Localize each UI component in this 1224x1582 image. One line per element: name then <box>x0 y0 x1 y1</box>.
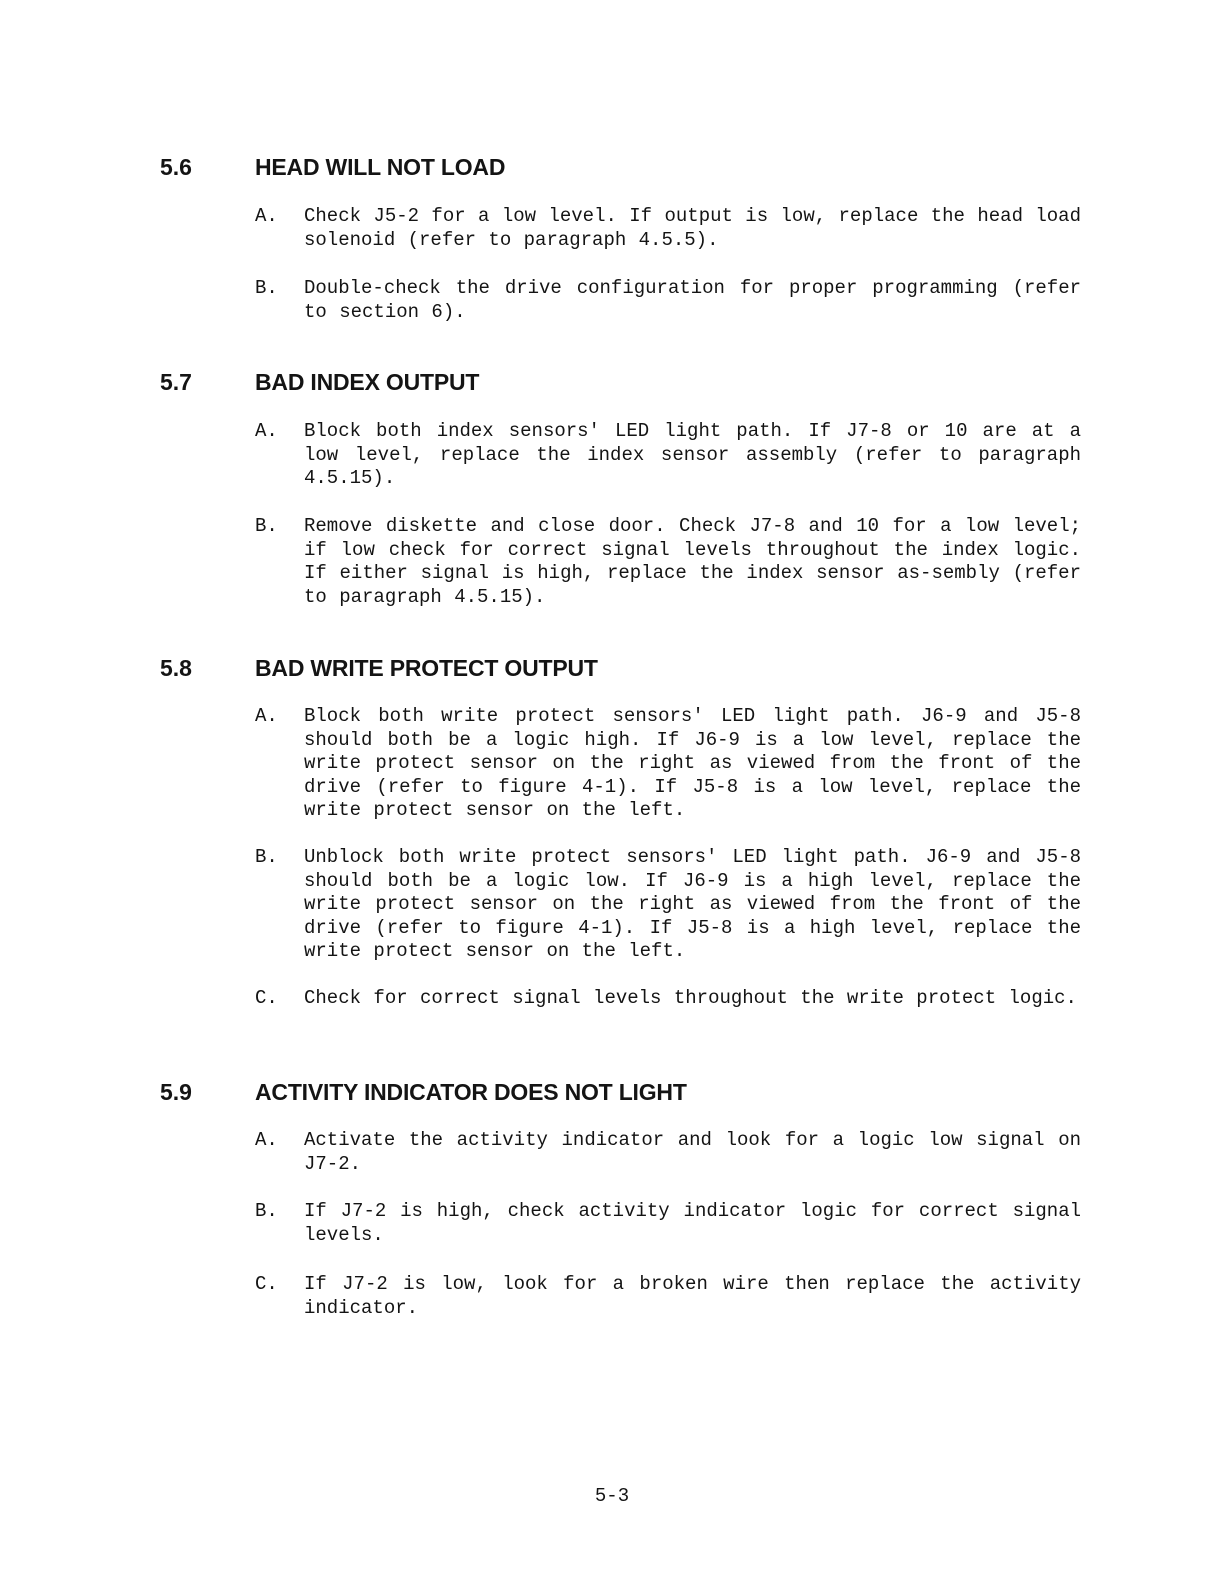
item-text: Check for correct signal levels throughout the write protect logic. <box>304 987 1077 1009</box>
section-title: BAD INDEX OUTPUT <box>255 369 480 395</box>
item-text: Check J5-2 for a low level. If output is low, replace the head load solenoid (refer to paragraph 4.5.5). <box>304 205 1081 251</box>
section-title: BAD WRITE PROTECT OUTPUT <box>255 655 598 681</box>
item-letter: C. <box>255 1273 278 1295</box>
item-letter: C. <box>255 987 278 1009</box>
item-text: Remove diskette and close door. Check J7-8 and 10 for a low level; if low check for correct signal levels throughout the index logic. If either signal is high, replace the index sensor as-sembly (refer to paragraph 4.5.15). <box>304 515 1081 608</box>
section-number: 5.8 <box>160 655 192 681</box>
item-letter: A. <box>255 205 278 227</box>
item-letter: A. <box>255 705 278 727</box>
item-letter: A. <box>255 1129 278 1151</box>
item-text: Activate the activity indicator and look for a logic low signal on J7-2. <box>304 1129 1081 1175</box>
section-number: 5.9 <box>160 1079 192 1105</box>
section-title: ACTIVITY INDICATOR DOES NOT LIGHT <box>255 1079 687 1105</box>
item-text: If J7-2 is low, look for a broken wire then replace the activity indicator. <box>304 1273 1081 1319</box>
item-text: Block both index sensors' LED light path. If J7-8 or 10 are at a low level, replace the index sensor assembly (refer to paragraph 4.5.15). <box>304 420 1081 490</box>
item-letter: B. <box>255 277 278 299</box>
item-text: Unblock both write protect sensors' LED light path. J6-9 and J5-8 should both be a logic low. If J6-9 is a high level, replace the write protect sensor on the right as viewed from the front of the drive (refer to figure 4-1). If J5-8 is a high level, replace the write protect sensor on the left. <box>304 846 1081 963</box>
item-text: If J7-2 is high, check activity indicator logic for correct signal levels. <box>304 1200 1081 1246</box>
item-letter: B. <box>255 846 278 868</box>
item-text: Double-check the drive configuration for proper programming (refer to section 6). <box>304 277 1081 323</box>
item-letter: A. <box>255 420 278 442</box>
section-number: 5.6 <box>160 154 192 180</box>
item-letter: B. <box>255 1200 278 1222</box>
section-title: HEAD WILL NOT LOAD <box>255 154 506 180</box>
section-number: 5.7 <box>160 369 192 395</box>
item-letter: B. <box>255 515 278 537</box>
page-number: 5-3 <box>594 1485 630 1507</box>
item-text: Block both write protect sensors' LED light path. J6-9 and J5-8 should both be a logic high. If J6-9 is a low level, replace the write protect sensor on the right as viewed from the front of the drive (refer to figure 4-1). If J5-8 is a low level, replace the write protect sensor on the left. <box>304 705 1081 822</box>
